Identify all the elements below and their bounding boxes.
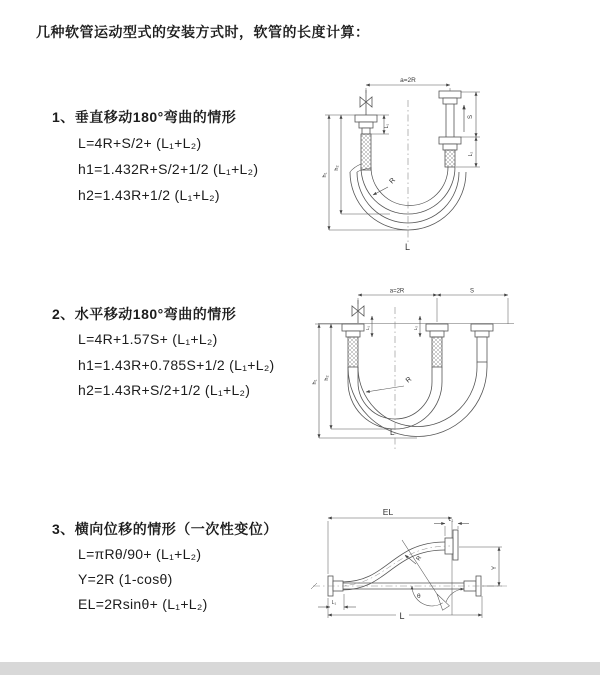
section-2-formula-L: L=4R+1.57S+ (L₁+L₂) [78, 331, 218, 347]
dim-label-el: EL [382, 507, 394, 517]
section-2-formula-h1: h1=1.43R+0.785S+1/2 (L₁+L₂) [78, 357, 275, 373]
section-1-formula-h1: h1=1.432R+S/2+1/2 (L₁+L₂) [78, 161, 259, 177]
section-3-formula-EL: EL=2Rsinθ+ (L₁+L₂) [78, 596, 208, 612]
dim-label-h2: h₂ [334, 165, 340, 171]
section-1-formula-h2: h2=1.43R+1/2 (L₁+L₂) [78, 187, 220, 203]
flange-moved [453, 530, 458, 560]
braided-hose [432, 337, 442, 367]
hose-curve [342, 550, 445, 590]
valve-icon [352, 306, 358, 316]
diagram-vertical-180-bend [310, 72, 590, 262]
dim-label-l2: L₂ [448, 517, 454, 523]
braided-hose [445, 150, 455, 167]
angle-label: θ [417, 593, 421, 600]
dim-label-a2r: a=2R [389, 288, 405, 295]
page-bottom-band [0, 662, 600, 675]
dim-label-l1: L₁ [365, 325, 370, 331]
flange-fitting [426, 324, 448, 331]
radius-label: R [415, 555, 424, 563]
flange-fitting [439, 91, 461, 98]
flange-fitting [342, 324, 364, 331]
dim-label-l2: L₂ [413, 325, 418, 331]
diagram-horizontal-180-bend [302, 282, 600, 467]
dim-label-h2: h₂ [324, 375, 330, 381]
section-triangle [437, 594, 449, 610]
dim-label-h1: h₁ [312, 379, 318, 385]
braided-hose [348, 337, 358, 367]
flange-fitting-moved [471, 324, 493, 331]
valve-icon [360, 97, 366, 107]
section-1-formula-L: L=4R+S/2+ (L₁+L₂) [78, 135, 202, 151]
braided-hose [361, 134, 371, 170]
length-label: L [399, 611, 405, 621]
page-title: 几种软管运动型式的安装方式时，软管的长度计算： [36, 24, 370, 40]
dim-label-s: S [469, 288, 475, 295]
dim-label-l1: L₁ [331, 600, 337, 606]
radius-leader [373, 187, 388, 195]
section-2-formula-h2: h2=1.43R+S/2+1/2 (L₁+L₂) [78, 382, 251, 398]
radius-label: R [404, 375, 414, 385]
dim-label-s: S [468, 114, 474, 120]
radius-label: R [388, 176, 397, 186]
length-label: L [390, 428, 395, 437]
radius-leader [366, 386, 404, 392]
dim-label-a2r: a=2R [400, 77, 416, 84]
valve-icon [358, 306, 364, 316]
angle-arc [446, 589, 464, 602]
section-3-heading: 3、横向位移的情形（一次性变位） [52, 521, 278, 537]
dim-label-y: Y [492, 565, 498, 571]
section-3-formula-L: L=πRθ/90+ (L₁+L₂) [78, 546, 202, 562]
section-3-formula-Y: Y=2R (1-cosθ) [78, 571, 173, 587]
dim-label-l2: L₂ [468, 151, 474, 157]
dim-label-l1: L₁ [384, 123, 390, 129]
dim-label-h1: h₁ [322, 172, 328, 178]
valve-icon [366, 97, 372, 107]
section-1-heading: 1、垂直移动180°弯曲的情形 [52, 109, 237, 125]
flange-fitting [439, 137, 461, 144]
flange-fitting [355, 115, 377, 122]
length-label: L [405, 242, 411, 252]
section-2-heading: 2、水平移动180°弯曲的情形 [52, 306, 237, 322]
diagram-lateral-displacement [300, 498, 600, 663]
